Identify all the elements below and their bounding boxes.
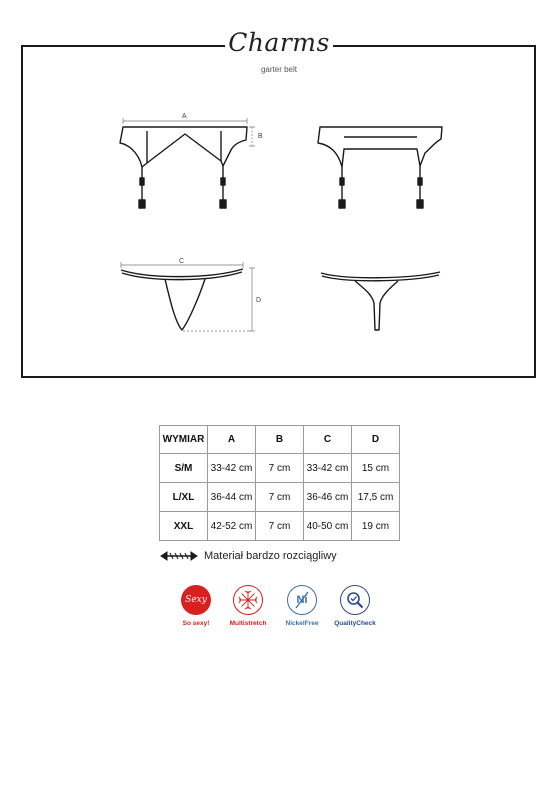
table-cell: 42-52 cm [208, 512, 256, 541]
table-cell: 33-42 cm [304, 454, 352, 483]
table-cell: 15 cm [352, 454, 400, 483]
double-arrow-stretch-icon [160, 551, 198, 561]
table-row [160, 483, 400, 512]
table-header-row [160, 426, 400, 454]
sexy-seal-icon [181, 585, 211, 615]
badge-label: QualityCheck [334, 620, 376, 627]
multistretch-rays-icon [237, 589, 259, 611]
size-table [159, 425, 400, 541]
garter-belt-front-drawing [120, 127, 247, 208]
product-type: garter belt [260, 65, 298, 74]
dimension-label-a: A [182, 113, 187, 120]
size-name-cell: L/XL [160, 483, 208, 512]
table-cell: 36-44 cm [208, 483, 256, 512]
garter-belt-back-drawing [318, 127, 442, 208]
size-name-cell: S/M [160, 454, 208, 483]
table-header-cell: D [352, 426, 400, 454]
table-row [160, 454, 400, 483]
table-cell: 7 cm [256, 454, 304, 483]
brand-logo: Charms [228, 28, 330, 57]
badge-label: NickelFree [285, 620, 319, 627]
size-name-cell: XXL [160, 512, 208, 541]
sexy-seal-text: Sexy [185, 595, 207, 605]
table-header-cell: B [256, 426, 304, 454]
table-header-cell: A [208, 426, 256, 454]
badge-quality-check [325, 585, 385, 627]
stretch-note [160, 549, 337, 563]
table-cell: 7 cm [256, 512, 304, 541]
table-cell: 36-46 cm [304, 483, 352, 512]
magnifier-check-icon [340, 585, 370, 615]
table-cell: 40-50 cm [304, 512, 352, 541]
strike-line-icon [287, 585, 317, 615]
dimension-label-d: D [256, 297, 262, 304]
badge-multistretch [218, 585, 278, 627]
dimension-label-b: B [258, 133, 263, 140]
badge-label: So sexy! [182, 620, 210, 627]
badge-label: Multistretch [229, 620, 267, 627]
table-cell: 19 cm [352, 512, 400, 541]
table-cell: 7 cm [256, 483, 304, 512]
table-header-cell: WYMIAR [160, 426, 208, 454]
thong-front-drawing [121, 269, 243, 330]
table-row [160, 512, 400, 541]
stretch-note-text: Materiał bardzo rozciągliwy [204, 550, 337, 562]
table-cell: 17,5 cm [352, 483, 400, 512]
table-cell: 33-42 cm [208, 454, 256, 483]
nickel-free-icon [287, 585, 317, 615]
table-header-cell: C [304, 426, 352, 454]
thong-back-drawing [321, 272, 440, 330]
badge-so-sexy [166, 585, 226, 627]
multistretch-icon [233, 585, 263, 615]
dimension-label-c: C [179, 258, 185, 265]
badge-nickel-free [272, 585, 332, 627]
magnifier-icon [344, 589, 366, 611]
nickel-symbol: Ni [296, 594, 308, 606]
